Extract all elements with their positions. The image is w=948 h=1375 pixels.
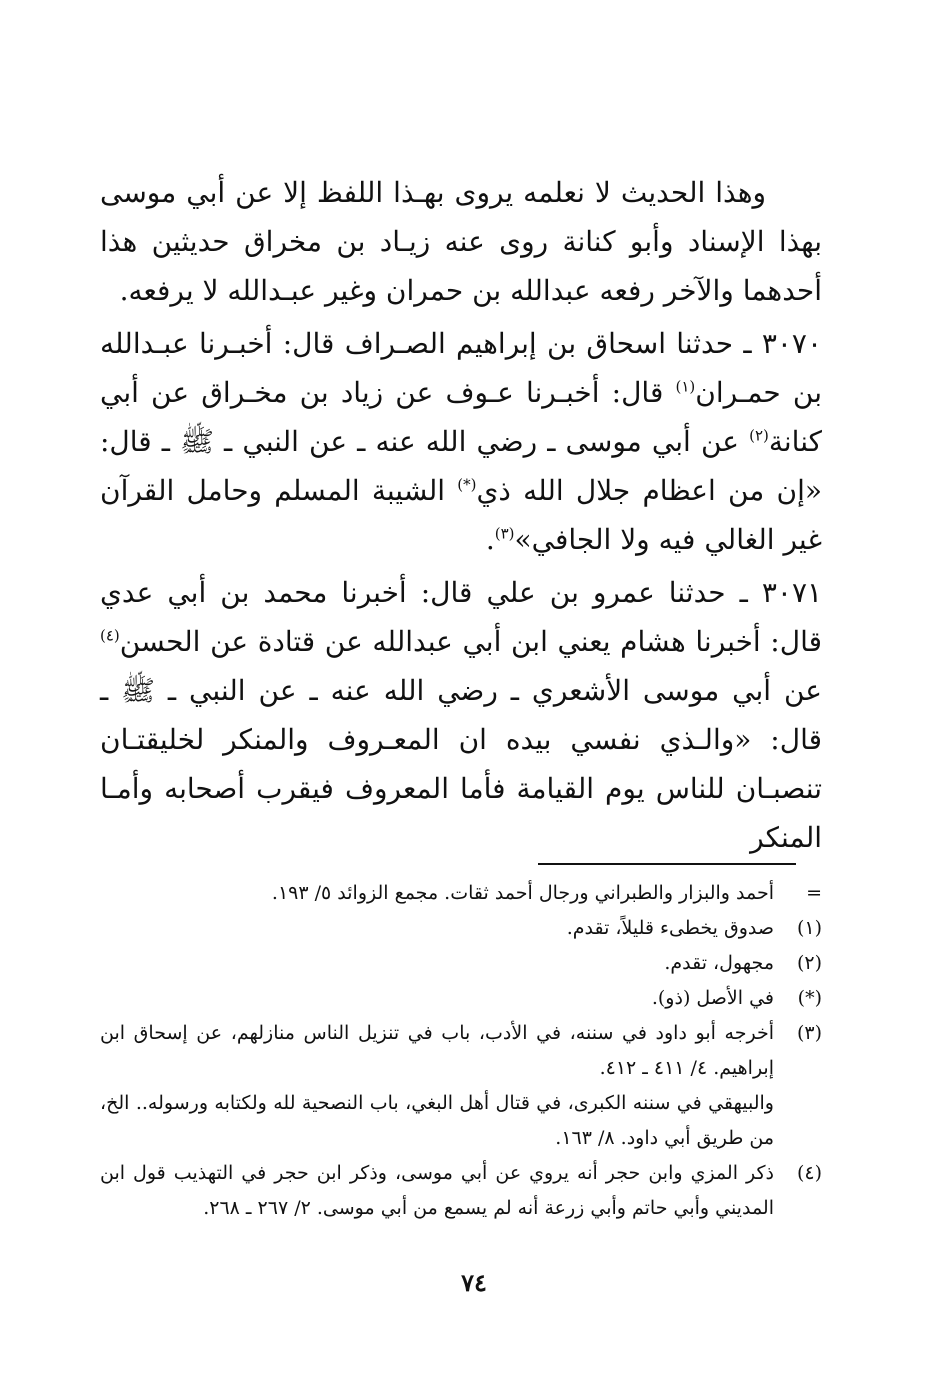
hadith-3070-text-4: الشيبة المسلم وحامل القرآن غير الغالي فيه ولا الجافي» — [100, 474, 822, 556]
page-number: ٧٤ — [461, 1268, 487, 1297]
hadith-number-3070: ٣٠٧٠ ـ — [743, 327, 822, 360]
footnote-continued — [100, 876, 822, 911]
hadith-3071-text-1: حدثنا عمرو بن علي قال: أخبرنا محمد بن أبي عدي قال: أخبرنا هشام يعني ابن أبي عبدالله عن قتادة عن الحسن — [100, 576, 822, 658]
footnote-3-mark: (٣) — [796, 1022, 822, 1044]
footnote-4-text: ذكر المزي وابن حجر أنه يروي عن أبي موسى، وذكر ابن حجر في التهذيب قول ابن المديني وأبي حاتم وأبي زرعة أنه لم يسمع من أبي موسى. ٢/ ٢٦٧ ـ ٢٦٨. — [100, 1162, 774, 1219]
footnote-star-mark: (*) — [797, 987, 822, 1009]
footnote-4-mark: (٤) — [796, 1162, 822, 1184]
footnote-2-mark: (٢) — [796, 952, 822, 974]
hadith-3070 — [100, 319, 822, 564]
footnote-ref-2: (٢) — [749, 426, 769, 445]
footnote-1-text: صدوق يخطىء قليلاً، تقدم. — [566, 917, 774, 939]
footnote-separator — [538, 863, 796, 865]
hadith-3071-text-2: عن أبي موسى الأشعري ـ رضي الله عنه ـ عن النبي ـ ﷺ ـ قال: «والـذي نفسي بيده ان المعـروف والمنكر لخليقتـان تنصبـان للناس يوم القيامة فأما المعروف فيقرب أصحابه وأمـا المنكر — [100, 674, 822, 854]
hadith-3070-text-3: عن أبي موسى ـ رضي الله عنه ـ عن النبي ـ ﷺ ـ قال: «إن من اعظام جلال الله ذي — [100, 425, 822, 507]
intro-paragraph — [100, 168, 822, 315]
footnote-star — [100, 981, 822, 1016]
hadith-3070-text-2: قال: أخبـرنا عـوف عن زياد بن مخـراق عن أبي كنانة — [100, 376, 822, 458]
footnote-3-continuation — [100, 1086, 822, 1156]
footnote-3 — [100, 1016, 822, 1086]
footnote-ref-4: (٤) — [100, 626, 120, 645]
footnote-ref-star: (*) — [457, 475, 477, 494]
footnote-2 — [100, 946, 822, 981]
footnote-ref-3: (٣) — [494, 524, 515, 543]
footnote-star-text: في الأصل (ذو). — [651, 987, 774, 1009]
footnote-continued-mark: = — [806, 882, 822, 904]
hadith-3071 — [100, 568, 822, 862]
footnote-3-text: أخرجه أبو داود في سننه، في الأدب، باب في تنزيل الناس منازلهم، عن إسحاق ابن إبراهيم. ٤/ ٤١١ ـ ٤١٢. — [100, 1022, 774, 1079]
footnote-4 — [100, 1156, 822, 1226]
hadith-3070-text-5: . — [485, 523, 495, 556]
footnote-1-mark: (١) — [796, 917, 822, 939]
hadith-number-3071: ٣٠٧١ ـ — [739, 576, 823, 609]
footnote-3-continuation-text: والبيهقي في سننه الكبرى، في قتال أهل البغي، باب النصحية لله ولكتابه ورسوله.. الخ، من طريق أبي داود. ٨/ ١٦٣. — [100, 1092, 774, 1149]
footnote-1 — [100, 911, 822, 946]
main-text — [100, 168, 822, 862]
footnote-ref-1: (١) — [675, 377, 696, 396]
footnotes — [100, 876, 822, 1226]
intro-text: وهذا الحديث لا نعلمه يروى بهـذا اللفظ إلا عن أبي موسى بهذا الإسناد وأبو كنانة روى عنه زيـاد بن مخراق حديثين هذا أحدهما والآخر رفعه عبدالله بن حمران وغير عبـدالله لا يرفعه. — [100, 176, 822, 307]
hadith-3070-text-1: حدثنا اسحاق بن إبراهيم الصـراف قال: أخبـرنا عبـدالله بن حمـران — [100, 327, 822, 409]
footnote-continued-text: أحمد والبزار والطبراني ورجال أحمد ثقات. مجمع الزوائد ٥/ ١٩٣. — [271, 882, 774, 904]
footnote-2-text: مجهول، تقدم. — [664, 952, 774, 974]
